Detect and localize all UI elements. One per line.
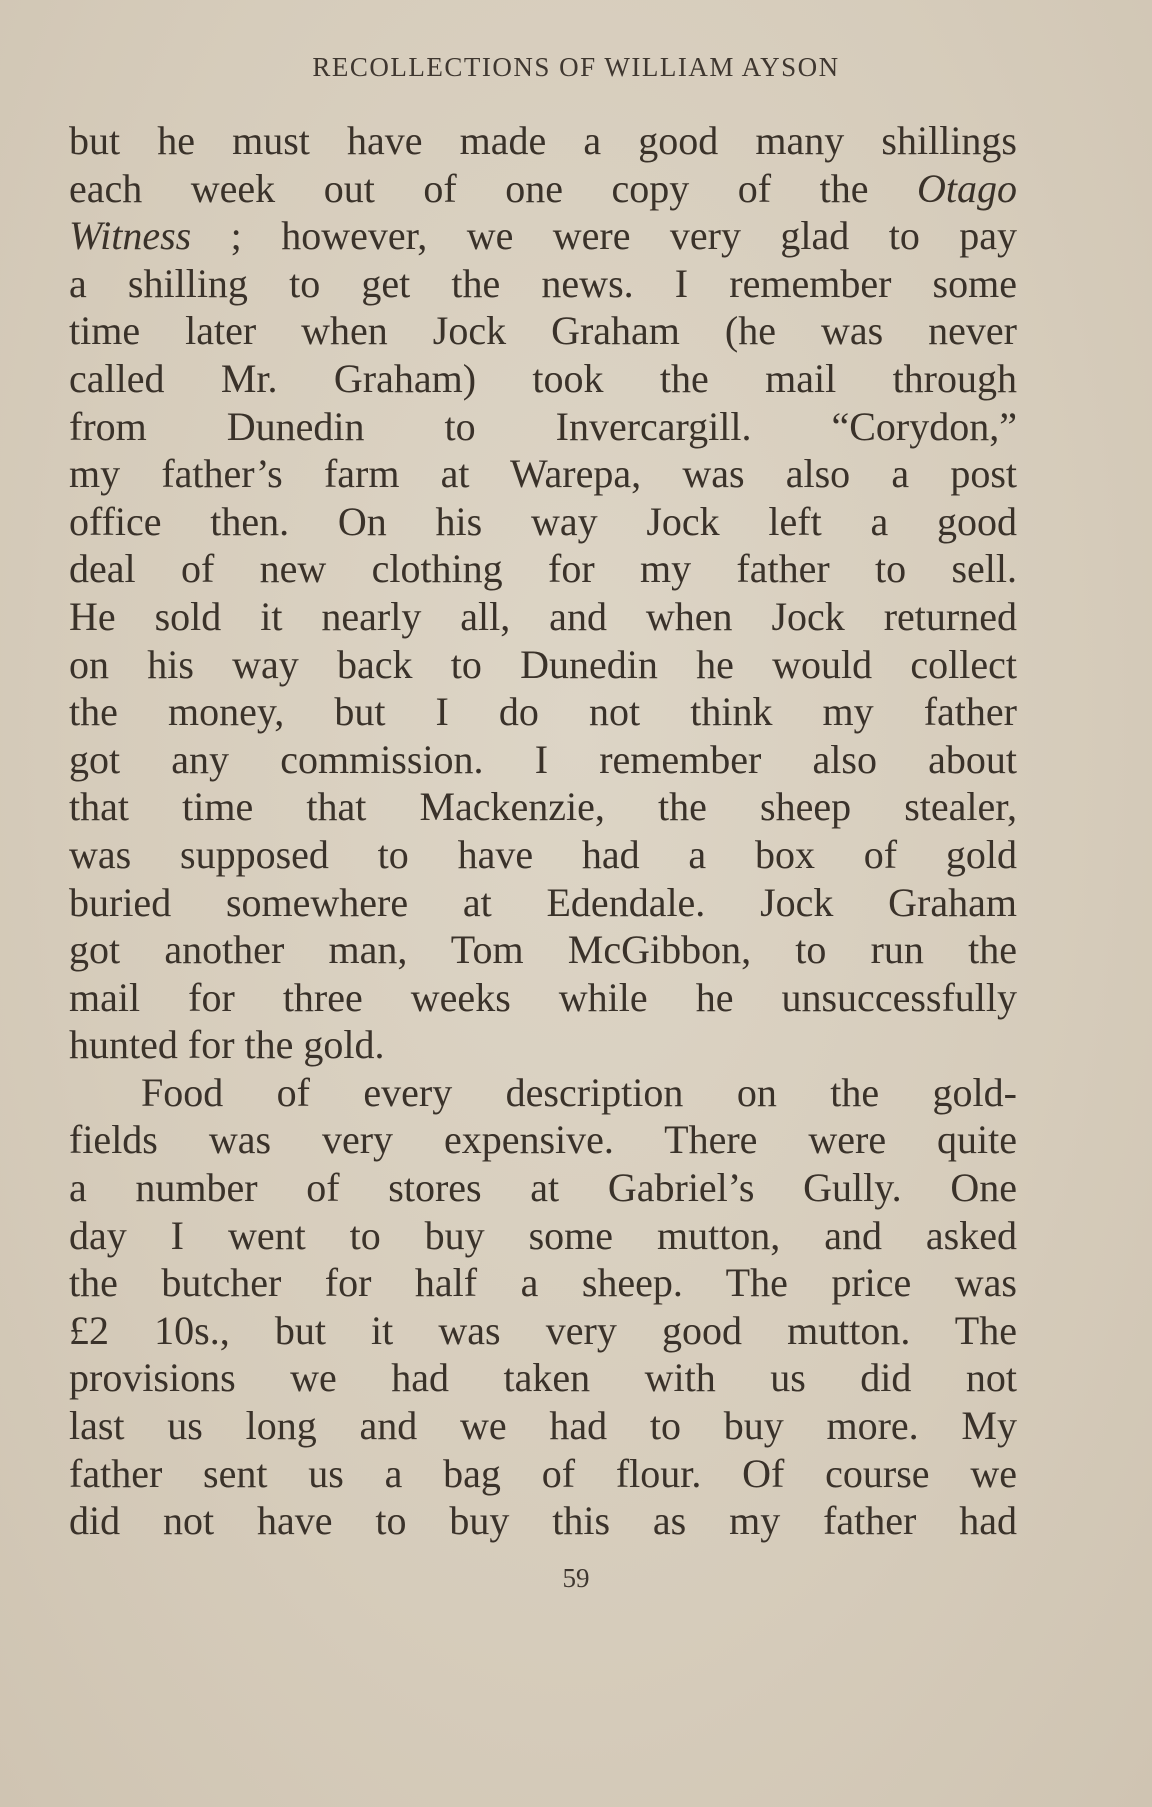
- line-text: got another man, Tom McGibbon, to run the: [69, 927, 1017, 973]
- text-line: [69, 1069, 1017, 1117]
- text-line: [69, 831, 1017, 879]
- line-text: called Mr. Graham) took the mail through: [69, 355, 1017, 401]
- text-line: [69, 498, 1017, 546]
- text-line: [69, 355, 1017, 403]
- text-line: [69, 926, 1017, 974]
- text-line: [69, 641, 1017, 689]
- text-line: [69, 1402, 1017, 1450]
- line-text: that time that Mackenzie, the sheep stealer,: [69, 784, 1017, 830]
- line-text: hunted for the gold.: [69, 1022, 385, 1068]
- italic-title-text: Witness: [69, 213, 192, 259]
- line-text: £2 10s., but it was very good mutton. The: [69, 1307, 1017, 1353]
- line-text: fields was very expensive. There were quite: [69, 1117, 1017, 1163]
- running-head: RECOLLECTIONS OF WILLIAM AYSON: [312, 52, 840, 82]
- text-line: [69, 1212, 1017, 1260]
- text-line: [69, 117, 1017, 165]
- text-line: [69, 736, 1017, 784]
- line-text: the butcher for half a sheep. The price was: [69, 1260, 1017, 1306]
- line-text: from Dunedin to Invercargill. “Corydon,”: [69, 403, 1017, 449]
- text-line: [69, 1450, 1017, 1498]
- line-text: provisions we had taken with us did not: [69, 1355, 1017, 1401]
- text-line: [69, 593, 1017, 641]
- text-line: [69, 1021, 1017, 1069]
- text-line: [69, 783, 1017, 831]
- line-text: the money, but I do not think my father: [69, 689, 1017, 735]
- text-line: [69, 1354, 1017, 1402]
- line-text: ; however, we were very glad to pay: [191, 213, 1017, 259]
- line-text: my father’s farm at Warepa, was also a post: [69, 451, 1017, 497]
- text-line: [69, 1259, 1017, 1307]
- text-line: [69, 879, 1017, 927]
- text-line: [69, 403, 1017, 451]
- text-line: [69, 1497, 1017, 1545]
- line-text: each week out of one copy of the: [69, 165, 917, 211]
- line-text: last us long and we had to buy more. My: [69, 1403, 1017, 1449]
- body-text: [69, 117, 1017, 1545]
- text-line: [69, 1307, 1017, 1355]
- text-line: [69, 260, 1017, 308]
- line-text: on his way back to Dunedin he would collect: [69, 641, 1017, 687]
- text-line: [69, 974, 1017, 1022]
- line-text: He sold it nearly all, and when Jock returned: [69, 593, 1017, 639]
- line-text: mail for three weeks while he unsuccessfully: [69, 974, 1017, 1020]
- text-line: [69, 307, 1017, 355]
- line-text: father sent us a bag of flour. Of course we: [69, 1450, 1017, 1496]
- text-line: [69, 688, 1017, 736]
- text-line: [69, 450, 1017, 498]
- line-text: day I went to buy some mutton, and asked: [69, 1212, 1017, 1258]
- line-text: a shilling to get the news. I remember some: [69, 260, 1017, 306]
- line-text: office then. On his way Jock left a good: [69, 498, 1017, 544]
- text-line: [69, 212, 1017, 260]
- line-text: was supposed to have had a box of gold: [69, 831, 1017, 877]
- line-text: time later when Jock Graham (he was never: [69, 308, 1017, 354]
- text-line: [69, 1116, 1017, 1164]
- line-text: a number of stores at Gabriel’s Gully. One: [69, 1165, 1017, 1211]
- page-number: 59: [562, 1563, 590, 1593]
- text-line: [69, 1164, 1017, 1212]
- line-text: buried somewhere at Edendale. Jock Graham: [69, 879, 1017, 925]
- text-line: [69, 545, 1017, 593]
- line-text: but he must have made a good many shillings: [69, 118, 1017, 163]
- line-text: deal of new clothing for my father to sell.: [69, 546, 1017, 592]
- line-text: did not have to buy this as my father had: [69, 1498, 1017, 1544]
- text-line: [69, 165, 1017, 213]
- italic-title-text: Otago: [917, 165, 1017, 211]
- line-text: got any commission. I remember also about: [69, 736, 1017, 782]
- line-text: Food of every description on the gold-: [141, 1069, 1017, 1115]
